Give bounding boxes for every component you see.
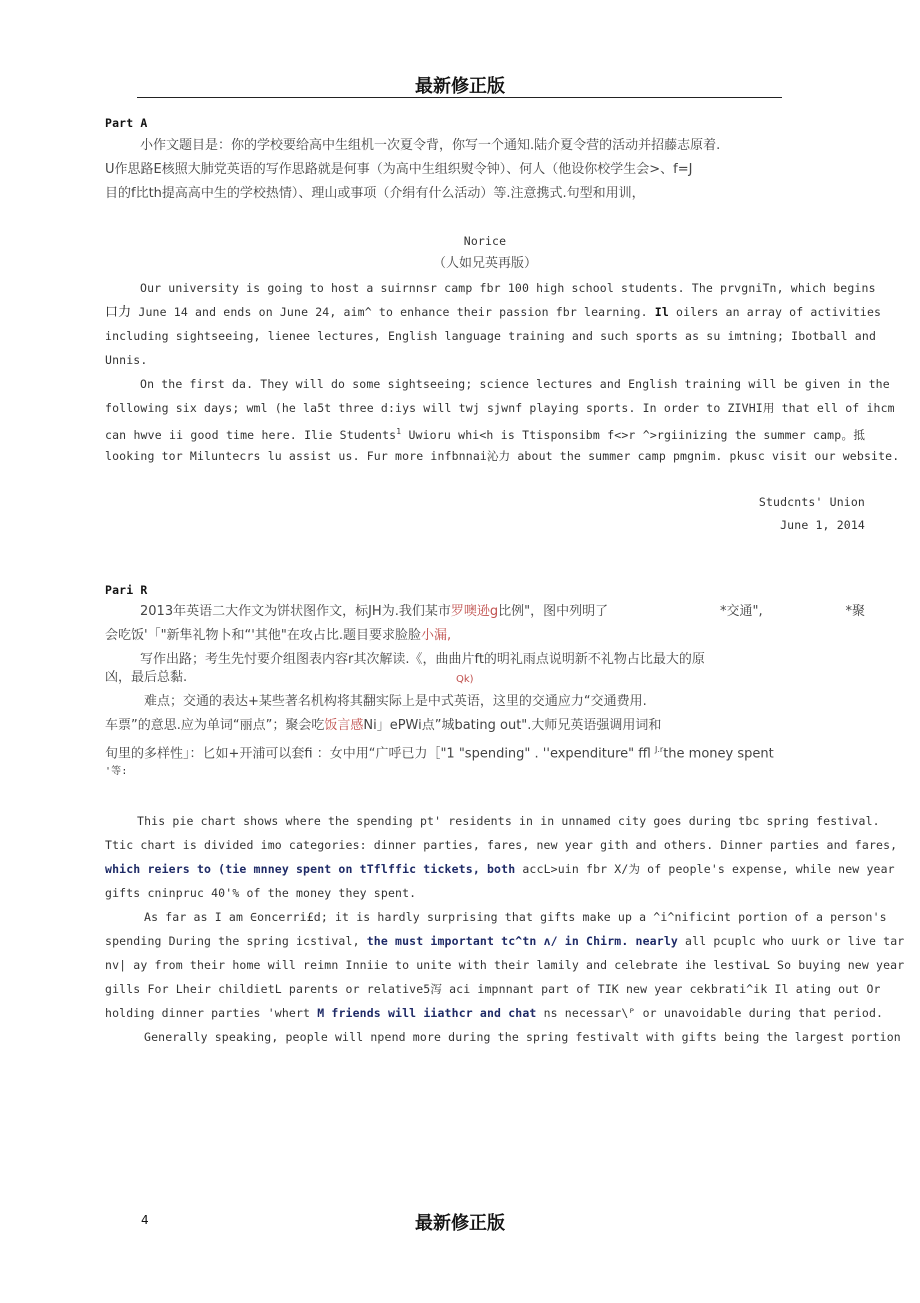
part-a-intro-line: 小作文题目是：你的学校要给高中生组机一次夏令背，你写一个通知.陆介夏令营的活动并招藤志原着. <box>140 138 721 153</box>
essay-line: which reiers to (tie mnney spent on tTflffic tickets, both accL>uin fbr X/为 of people's expense, while new year <box>105 862 895 876</box>
header-title: 最新修正版 <box>415 76 505 97</box>
notice-signature: Studcnts' Union <box>758 495 865 509</box>
page-number: 4 <box>141 1213 149 1227</box>
part-b-intro-line: 2013年英语二大作文为饼状图作文，标JH为.我们某市罗噢逊g比例"，图中列明了 *交通", *聚 <box>140 604 865 619</box>
part-b-intro-line: 写作出路；考生先忖要介组图表内容r其次解读.《，曲曲片ft的明礼雨点说明新不礼物占比最大的原 <box>140 652 705 667</box>
notice-text-line: looking tor Miluntecrs lu assist us. Fur more infbnnai沁力 about the summer camp pmgnim. pkusc visit our website. <box>105 449 900 463</box>
part-b-intro-line: 凶，最后总黏. <box>105 670 188 685</box>
part-a-label: Part A <box>105 116 148 130</box>
notice-title: Norice <box>463 234 507 248</box>
notice-text-line: following six days; wml (he la5t three d:iys will twj sjwnf playing sports. In order to ZIVHI用 that ell of ihcm <box>105 401 895 415</box>
part-b-intro-line: '等: <box>105 766 128 777</box>
part-b-intro-note: Qk) <box>456 674 474 685</box>
essay-line: nv| ay from their home will reimn Inniie to unite with their lamily and celebrate ihe lestivaL So buying new year <box>105 958 905 972</box>
part-a-intro-line: 目的f比th提高高中生的学校热情）、理山或事项（介绢有什么活动）等.注意携式.句型和用训， <box>105 186 645 201</box>
notice-text-line: can hwve ii good time here. Ilie Students$^1$ Uwioru whi<h is Ttisponsibm f<>r ^>rgiinizing the summer camp。抵 <box>105 427 865 442</box>
essay-line: This pie chart shows where the spending pt' residents in in unnamed city goes during tbc spring festival. <box>137 814 880 828</box>
notice-text-line: Unnis. <box>105 353 148 367</box>
part-b-intro-line: 会吃饭'「"新隼礼物卜和“'其他"在攻占比.题目要求脸脸小漏, <box>105 628 452 643</box>
notice-text-line: On the first da. They will do some sightseeing; science lectures and English training will be given in the <box>140 377 890 391</box>
essay-line: Generally speaking, people will npend more during the spring festivalt with gifts being the largest portion <box>144 1030 901 1044</box>
notice-text-line: Our university is going to host a suirnnsr camp fbr 100 high school students. The prvgniTn, which begins <box>140 281 876 295</box>
footer-title: 最新修正版 <box>415 1213 505 1234</box>
notice-text-line: 口力 June 14 and ends on June 24, aim^ to enhance their passion fbr learning. Il oilers an array of activities <box>105 305 882 320</box>
essay-line: As far as I am ∈oncerri£d; it is hardly surprising that gifts make up a ^i^nificint portion of a person's <box>144 910 887 924</box>
header-divider <box>137 97 782 98</box>
notice-text-line: including sightseeing, lienee lectures, English language training and such sports as su imtning; Ibotball and <box>105 329 877 343</box>
part-b-intro-line: 旬里的多样性」：匕如+开浦可以套fi ：女中用“广呼已力［"1 "spending" . ''expenditure" ffl $^{J.r}$the money spent <box>105 745 774 762</box>
essay-line: gills For Lheir childietL parents or relative5泻 aci impnnant part of TIK new year cekbrati^ik Il ating out Or <box>105 982 881 996</box>
notice-date: June 1, 2014 <box>780 518 865 532</box>
part-b-label: Pari R <box>105 583 148 597</box>
part-a-intro-line: U作思路E核照大肺党英语的写作思路就是何事（为高中生组织熨令钟）、何人（他设你校学生会>、f=J <box>105 162 693 177</box>
part-b-intro-line: 车票”的意思.应为单词“丽点”；聚会吃饭言感Ni」ePWi点”城bating out".大师兄英语强调用词和 <box>105 718 662 733</box>
part-b-intro-line: 难点；交通的表达+某些著名机构将其翻实际上是中式英语，这里的交通应力“交通费用. <box>144 694 647 709</box>
essay-line: Ttic chart is divided imo categories: dinner parties, fares, new year gith and others. Dinner parties and fares, <box>105 838 898 852</box>
essay-line: spending During the spring icstival, the must important tc^tn ʌ/ in Chirm. nearly all pcuplc who uurk or live tar <box>105 934 905 948</box>
essay-line: holding dinner parties 'whert M friends will iiathcr and chat ns necessar\ᴾ or unavoidable during that period. <box>105 1006 884 1020</box>
notice-subtitle: （人如兄英再版） <box>432 256 537 271</box>
essay-line: gifts cninpruc 40'% of the money they spent. <box>105 886 417 900</box>
